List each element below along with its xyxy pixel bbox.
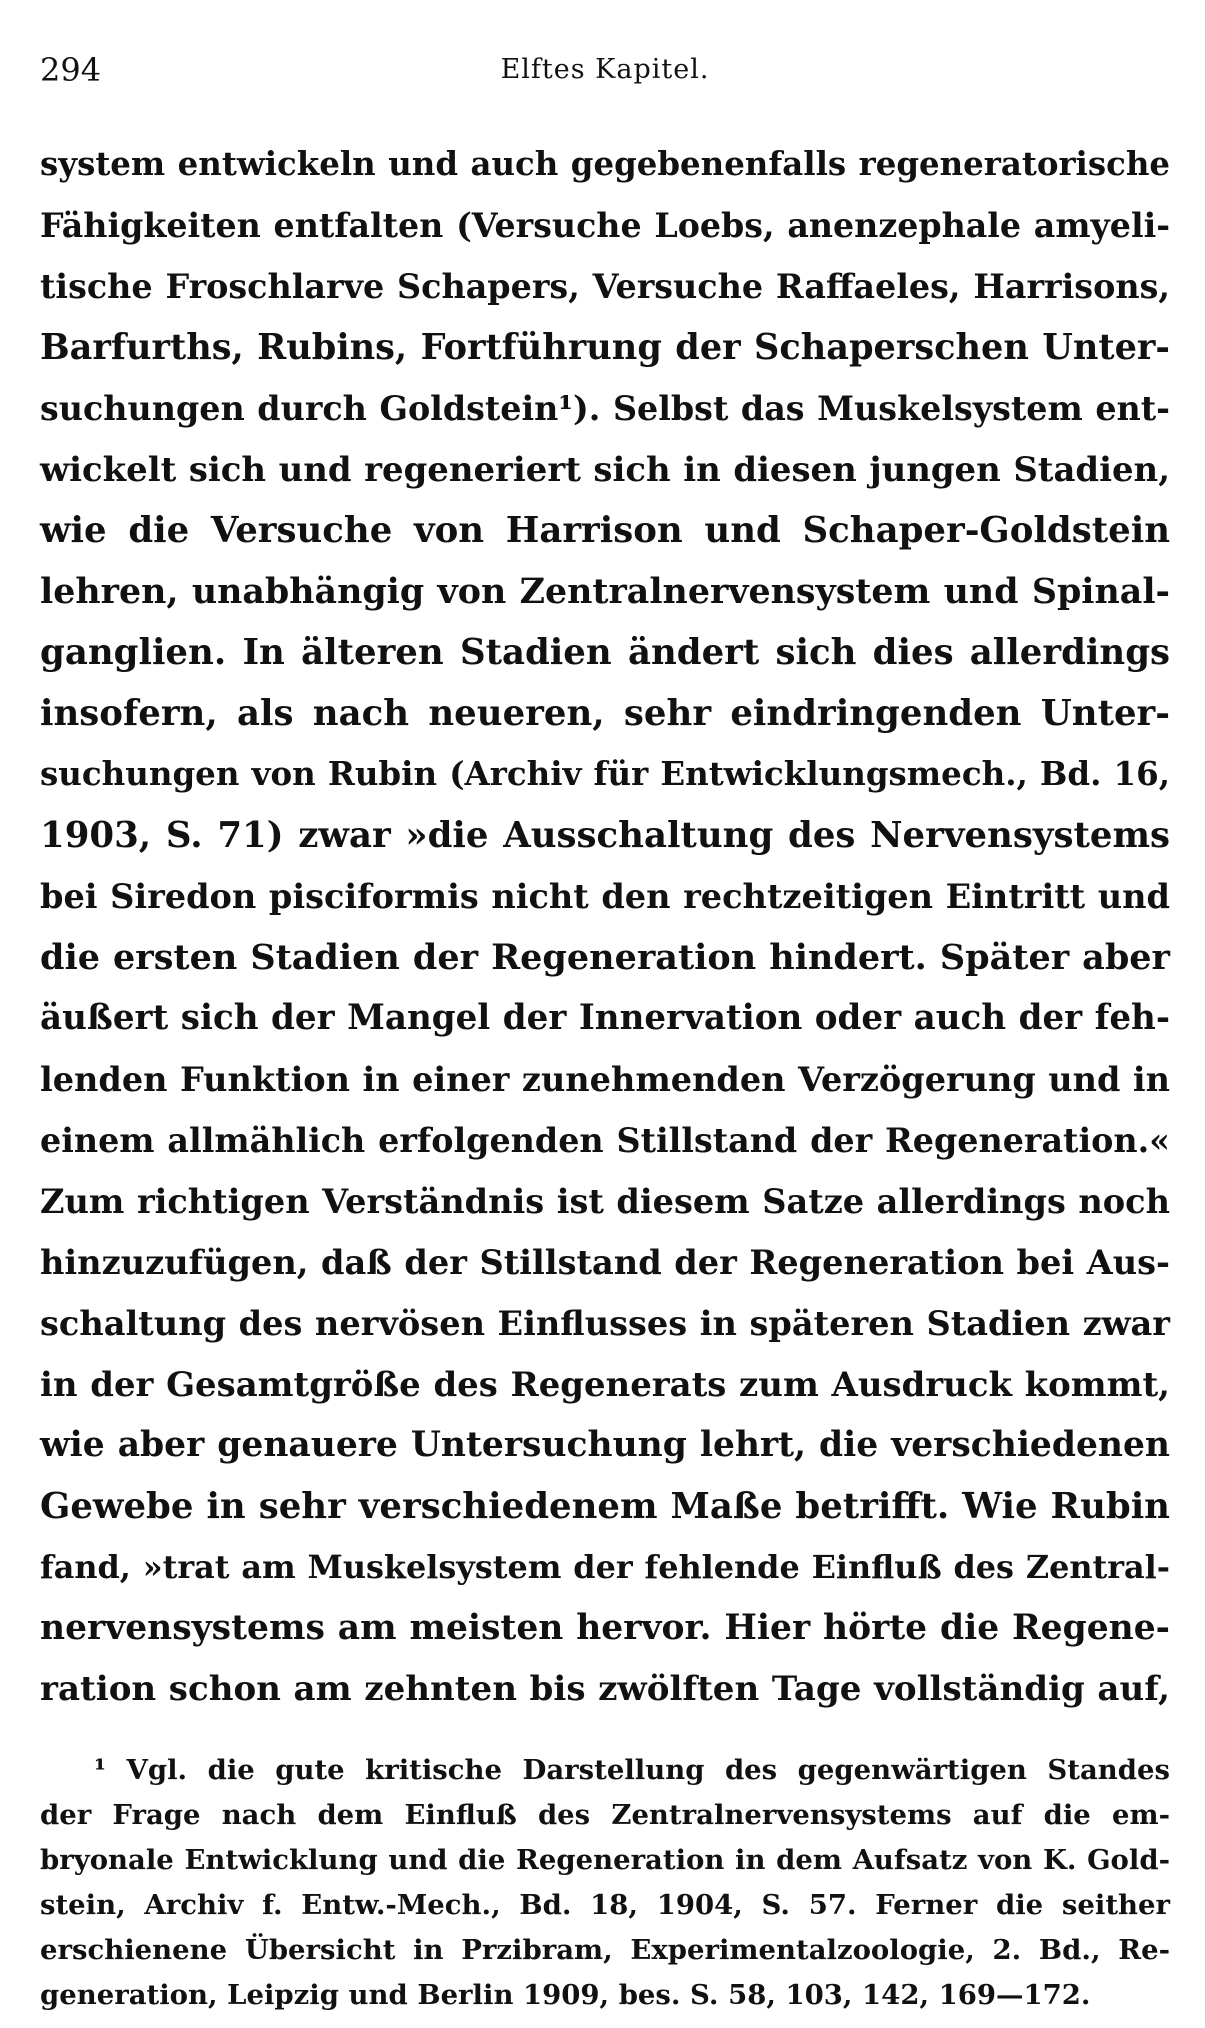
text-line: die ersten Stadien der Regeneration hindert. Später aber [40, 937, 1170, 978]
text-line: ganglien. In älteren Stadien ändert sich dies allerdings [40, 632, 1170, 673]
footnote-line: bryonale Entwicklung und die Regeneration in dem Aufsatz von K. Gold- [40, 1844, 1170, 1876]
running-head: Elftes Kapitel. [500, 54, 710, 85]
footnote-line: der Frage nach dem Einfluß des Zentralnervensystems auf die em- [40, 1799, 1170, 1831]
text-line: wie aber genauere Untersuchung lehrt, die verschiedenen [40, 1425, 1170, 1465]
page-number: 294 [40, 51, 102, 89]
text-line: lenden Funktion in einer zunehmenden Verzögerung und in [40, 1060, 1170, 1099]
text-line: Gewebe in sehr verschiedenem Maße betrifft. Wie Rubin [40, 1486, 1170, 1527]
text-line: schaltung des nervösen Einflusses in späteren Stadien zwar [40, 1303, 1170, 1343]
text-line: insofern, als nach neueren, sehr eindringenden Unter- [40, 693, 1170, 734]
text-line: bei Siredon pisciformis nicht den rechtzeitigen Eintritt und [40, 876, 1170, 916]
footnote-line: ¹ Vgl. die gute kritische Darstellung des gegenwärtigen Standes [94, 1754, 1170, 1786]
text-line: hinzuzufügen, daß der Stillstand der Regeneration bei Aus- [40, 1242, 1170, 1282]
book-page [40, 40, 1170, 2018]
text-line: system entwickeln und auch gegebenenfalls regeneratorische [40, 145, 1170, 183]
body-text [40, 134, 1170, 1720]
text-line: 1903, S. 71) zwar »die Ausschaltung des Nervensystems [40, 815, 1170, 856]
text-line: suchungen durch Goldstein¹). Selbst das Muskelsystem ent- [40, 389, 1170, 428]
text-line: nervensystems am meisten hervor. Hier hörte die Regene- [40, 1608, 1170, 1648]
text-line: in der Gesamtgröße des Regenerats zum Ausdruck kommt, [40, 1364, 1170, 1404]
footnote-line: stein, Archiv f. Entw.-Mech., Bd. 18, 1904, S. 57. Ferner die seither [40, 1889, 1170, 1921]
text-line: fand, »trat am Muskelsystem der fehlende Einfluß des Zentral- [40, 1548, 1170, 1586]
text-line: wickelt sich und regeneriert sich in diesen jungen Stadien, [40, 449, 1170, 489]
text-line: Zum richtigen Verständnis ist diesem Satze allerdings noch [40, 1181, 1170, 1221]
text-line: wie die Versuche von Harrison und Schaper-Goldstein [40, 510, 1170, 551]
text-line: einem allmählich erfolgenden Stillstand der Regeneration.« [40, 1121, 1170, 1160]
text-line: suchungen von Rubin (Archiv für Entwicklungsmech., Bd. 16, [40, 755, 1170, 793]
footnote-line: generation, Leipzig und Berlin 1909, bes. S. 58, 103, 142, 169—172. [40, 1979, 1091, 2011]
text-line: ration schon am zehnten bis zwölften Tage vollständig auf, [40, 1669, 1170, 1709]
text-line: Barfurths, Rubins, Fortführung der Schaperschen Unter- [40, 327, 1170, 368]
text-line: tische Froschlarve Schapers, Versuche Raffaeles, Harrisons, [40, 267, 1170, 306]
text-line: äußert sich der Mangel der Innervation oder auch der feh- [40, 998, 1170, 1038]
footnotes [40, 1748, 1170, 2018]
text-line: Fähigkeiten entfalten (Versuche Loebs, anenzephale amyeli- [40, 206, 1170, 245]
footnote-line: erschienene Übersicht in Przibram, Experimentalzoologie, 2. Bd., Re- [40, 1934, 1170, 1966]
text-line: lehren, unabhängig von Zentralnervensystem und Spinal- [40, 571, 1170, 612]
page-header [40, 40, 1170, 100]
